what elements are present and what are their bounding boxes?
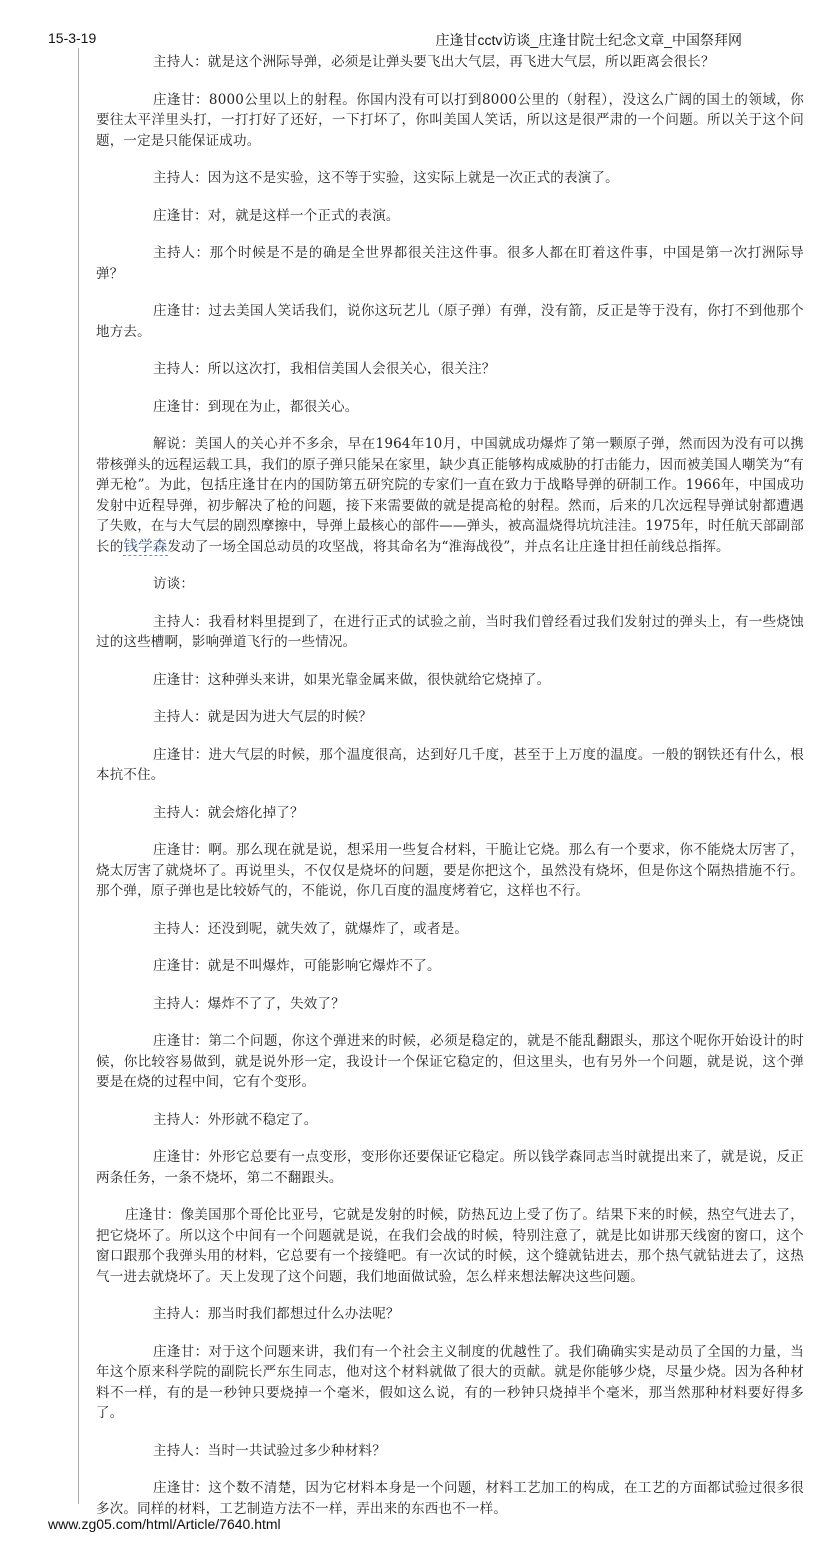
paragraph: 庄逢甘：外形它总要有一点变形，变形你还要保证它稳定。所以钱学森同志当时就提出来了，就是说，反正两条任务，一条不烧坏，第二不翻跟头。 — [96, 1149, 804, 1186]
paragraph: 庄逢甘：对于这个问题来讲，我们有一个社会主义制度的优越性了。我们确确实实是动员了全国的力量，当年这个原来科学院的副院长严东生同志，他对这个材料就做了很大的贡献。就是你能够少烧，尽量少烧。因为各种材料不一样，有的是一秒钟只要烧掉一个毫米，假如这么说，有的一秒钟只烧掉半个毫米，那当然那种材料要好得多了。 — [96, 1343, 804, 1421]
paragraph: 庄逢甘：进大气层的时候，那个温度很高，达到好几千度，甚至于上万度的温度。一般的钢铁还有什么，根本抗不住。 — [96, 746, 804, 783]
paragraph: 主持人：就是因为进大气层的时候？ — [153, 709, 373, 725]
paragraph: 庄逢甘：第二个问题，你这个弹进来的时候，必须是稳定的，就是不能乱翻跟头，那这个呢你开始设计的时候，你比较容易做到，就是说外形一定，我设计一个保证它稳定的，但这里头，也有另外一个问题，就是说，这个弹要是在烧的过程中间，它有个变形。 — [96, 1033, 804, 1090]
paragraph: 主持人：当时一共试验过多少种材料？ — [153, 1442, 386, 1459]
paragraph: 主持人：所以这次打，我相信美国人会很关心，很关注？ — [153, 361, 496, 377]
paragraph: 主持人：那当时我们都想过什么办法呢？ — [153, 1306, 400, 1322]
narration-paragraph — [96, 434, 804, 557]
paragraph: 庄逢甘：像美国那个哥伦比亚号，它就是发射的时候，防热瓦边上受了伤了。结果下来的时候，热空气进去了，把它烧坏了。所以这个中间有一个问题就是说，在我们会战的时候，特别注意了，就是比如讲那天线窗的窗口，这个窗口跟那个我弹头用的材料，它总要有一个接缝吧。有一次试的时候，这个缝就钻进去，那个热气就钻进去了，这热气一进去就烧坏了。天上发现了这个问题，我们地面做试验，怎么样来想法解决这些问题。 — [96, 1207, 804, 1285]
paragraph: 主持人：就会熔化掉了？ — [153, 804, 304, 821]
paragraph: 庄逢甘：过去美国人笑话我们，说你这玩艺儿（原子弹）有弹，没有箭，反正是等于没有，你打不到他那个地方去。 — [96, 303, 804, 340]
paragraph: 庄逢甘：啊。那么现在就是说，想采用一些复合材料，干脆让它烧。那么有一个要求，你不能烧太厉害了，烧太厉害了就烧坏了。再说里头，不仅仅是烧坏的问题，要是你把这个，虽然没有烧坏，但是你这个隔热措施不行。那个弹，原子弹也是比较娇气的，不能说，你几百度的温度烤着它，这样也不行。 — [96, 842, 804, 899]
paragraph: 庄逢甘：8000公里以上的射程。你国内没有可以打到8000公里的（射程），没这么广阔的国土的领域，你要往太平洋里头打，一打打好了还好，一下打坏了，你叫美国人笑话，所以这是很严肃的一个问题。所以关于这个问题，一定是只能保证成功。 — [96, 91, 804, 149]
header-title: 庄逢甘cctv访谈_庄逢甘院士纪念文章_中国祭拜网 — [435, 32, 742, 48]
paragraph: 庄逢甘：对，就是这样一个正式的表演。 — [153, 207, 400, 224]
paragraph: 庄逢甘：这种弹头来讲，如果光靠金属来做，很快就给它烧掉了。 — [153, 671, 551, 688]
paragraph: 庄逢甘：就是不叫爆炸，可能影响它爆炸不了。 — [153, 958, 441, 974]
narration-text-part1: 解说：美国人的关心并不多余，早在1964年10月，中国就成功爆炸了第一颗原子弹，然而因为没有可以携带核弹头的远程运载工具，我们的原子弹只能呆在家里，缺少真正能够构成威胁的打击能力，因而被美国人嘲笑为“有弹无枪”。为此，包括庄逢甘在内的国防第五研究院的专家们一直在致力于战略导弹的研制工作。1966年，中国成功发射中近程导弹，初步解决了枪的问题，接下来需要做的就是提高枪的射程。然而，后来的几次远程导弹试射都遭遇了失败，在与大气层的剧烈摩擦中，导弹上最核心的部件——弹头，被高温烧得坑坑洼洼。1975年，时任航天部副部长的 — [96, 436, 804, 555]
paragraph: 庄逢甘：到现在为止，都很关心。 — [153, 398, 359, 415]
article-body — [96, 52, 804, 1536]
narration-text-part2: 发动了一场全国总动员的攻坚战，将其命名为“淮海战役”，并点名让庄逢甘担任前线总指挥。 — [167, 538, 730, 555]
footer-url: www.zg05.com/html/Article/7640.html — [48, 1516, 281, 1532]
paragraph: 主持人：还没到呢，就失效了，就爆炸了，或者是。 — [153, 920, 469, 937]
paragraph: 主持人：因为这不是实验，这不等于实验，这实际上就是一次正式的表演了。 — [153, 170, 619, 186]
paragraph: 庄逢甘：这个数不清楚，因为它材料本身是一个问题，材料工艺加工的构成，在工艺的方面都试验过很多很多次。同样的材料，工艺制造方法不一样，弄出来的东西也不一样。 — [96, 1480, 804, 1517]
section-label: 访谈： — [153, 576, 195, 592]
header-date: 15-3-19 — [48, 30, 97, 46]
paragraph: 主持人：就是这个洲际导弹，必须是让弹头要飞出大气层，再飞进大气层，所以距离会很长？ — [153, 54, 715, 70]
paragraph: 主持人：那个时候是不是的确是全世界都很关注这件事。很多人都在盯着这件事，中国是第一次打洲际导弹？ — [96, 245, 804, 282]
paragraph: 主持人：爆炸不了了，失效了？ — [153, 995, 345, 1012]
qian-xuesen-link[interactable]: 钱学森 — [123, 538, 168, 555]
left-margin-rule — [78, 48, 79, 1504]
paragraph: 主持人：外形就不稳定了。 — [153, 1111, 318, 1128]
paragraph: 主持人：我看材料里提到了，在进行正式的试验之前，当时我们曾经看过我们发射过的弹头上，有一些烧蚀过的这些槽啊，影响弹道飞行的一些情况。 — [96, 613, 804, 650]
